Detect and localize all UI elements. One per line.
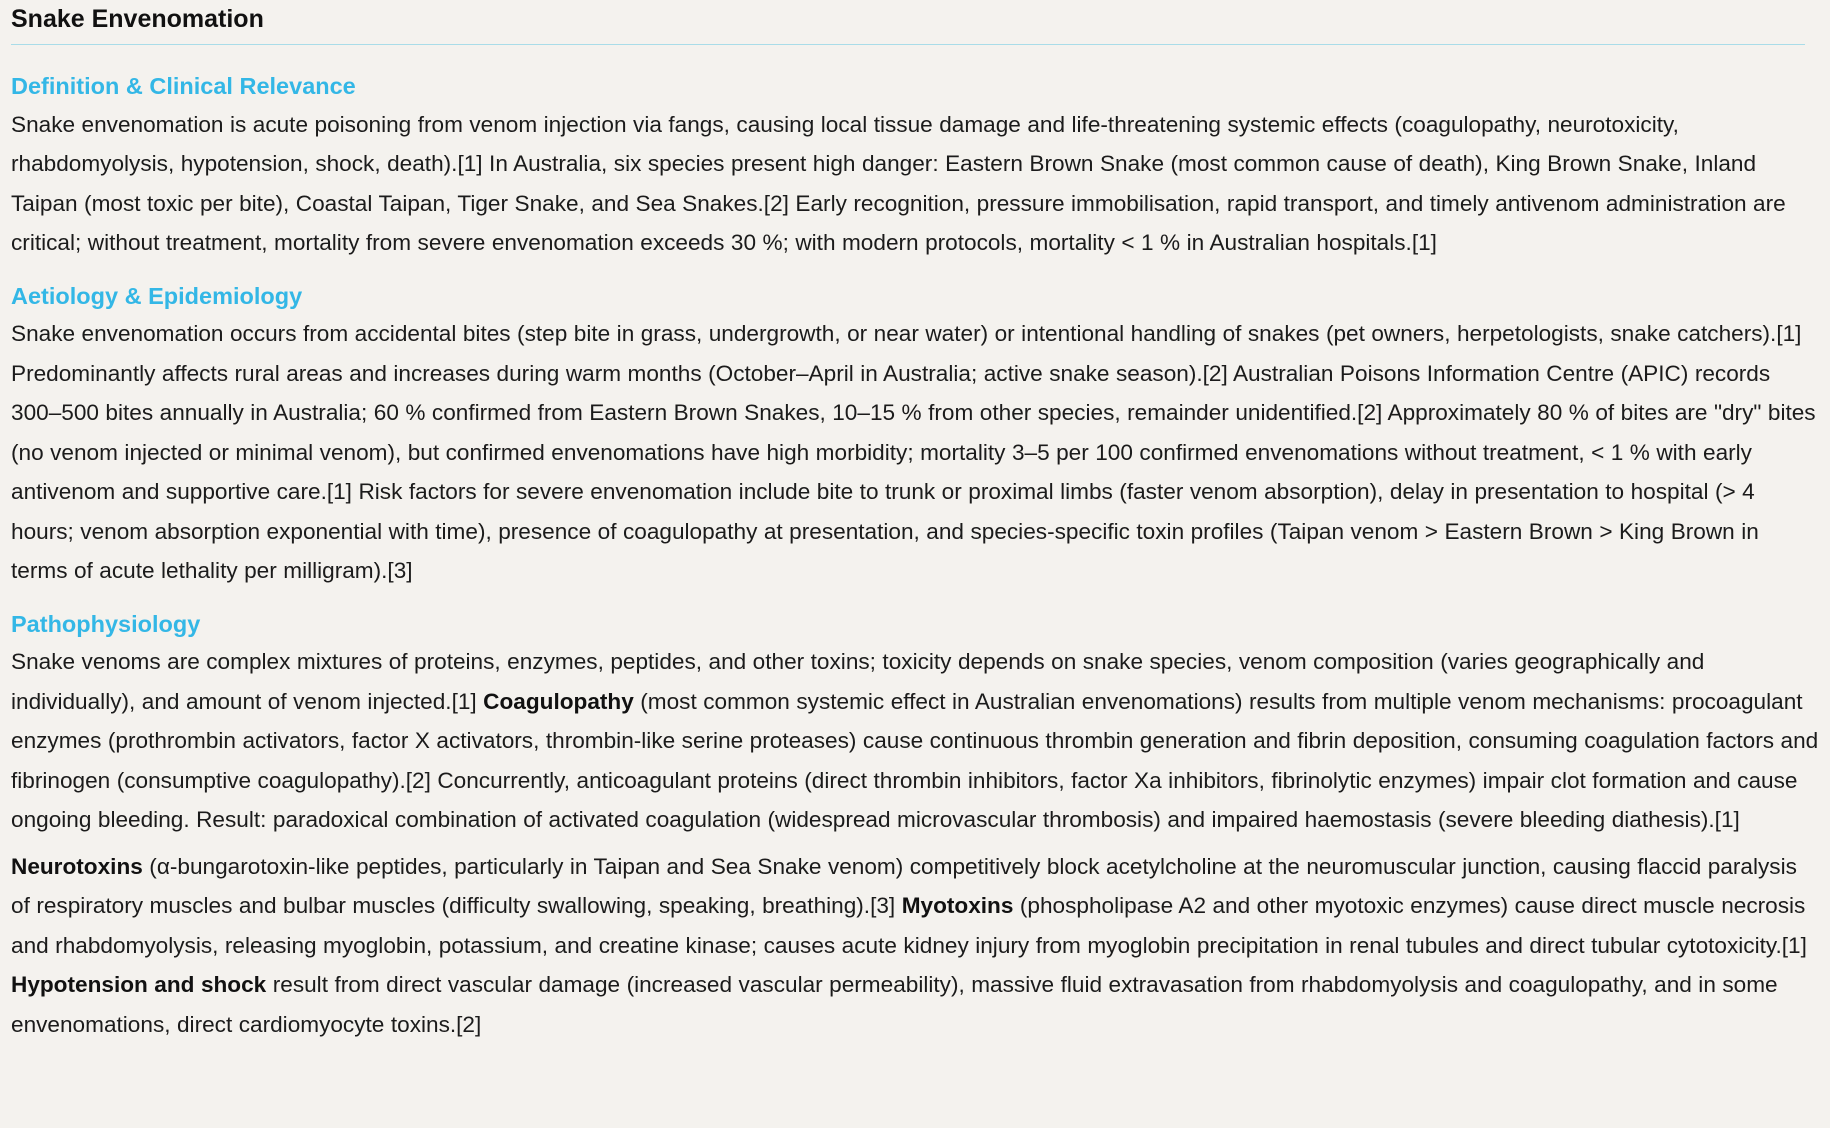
text-run: (α-bungarotoxin-like peptides, particularly in Taipan and Sea Snake venom) competitively block acetylcholine at the neuromuscular junction, causing flaccid paralysis of respiratory muscles and bulbar muscles (difficulty swallowing, speaking, breathing).[3]	[11, 853, 1797, 918]
text-run: Snake venoms are complex mixtures of proteins, enzymes, peptides, and other toxins; toxicity depends on snake species, venom composition (varies geographically and individually), and amount of venom injected.[1]	[11, 649, 1705, 714]
paragraph-pathophysiology-1	[11, 642, 1819, 840]
section-heading-definition: Definition & Clinical Relevance	[11, 73, 356, 99]
bold-term-coagulopathy: Coagulopathy	[483, 688, 634, 714]
bold-term-hypotension-shock: Hypotension and shock	[11, 972, 267, 997]
text-run: (most common systemic effect in Australian envenomations) results from multiple venom mechanisms: procoagulant enzymes (prothrombin activators, factor X activators, thrombin-like serine proteases) cause continuous thrombin generation and fibrin deposition, consuming coagulation factors and fibrinogen (consumptive coagulopathy).[2] Concurrently, anticoagulant proteins (direct thrombin inhibitors, factor Xa inhibitors, fibrinolytic enzymes) impair clot formation and cause ongoing bleeding. Result: paradoxical combination of activated coagulation (widespread microvascular thrombosis) and impaired haemostasis (severe bleeding diathesis).[1]	[11, 688, 1819, 832]
text-run: Snake envenomation is acute poisoning from venom injection via fangs, causing local tissue damage and life-threatening systemic effects (coagulopathy, neurotoxicity, rhabdomyolysis, hypotension, shock, death).[1] In Australia, six species present high danger: Eastern Brown Snake (most common cause of death), King Brown Snake, Inland Taipan (most toxic per bite), Coastal Taipan, Tiger Snake, and Sea Snakes.[2] Early recognition, pressure immobilisation, rapid transport, and timely antivenom administration are critical; without treatment, mortality from severe envenomation exceeds 30 %; with modern protocols, mortality < 1 % in Australian hospitals.[1]	[11, 111, 1786, 255]
paragraph-aetiology	[11, 314, 1819, 591]
paragraph-pathophysiology-2	[11, 847, 1819, 1045]
section-heading-pathophysiology: Pathophysiology	[11, 610, 201, 637]
bold-term-myotoxins: Myotoxins	[901, 893, 1014, 918]
text-run: result from direct vascular damage (increased vascular permeability), massive fluid extravasation from rhabdomyolysis and coagulopathy, and in some envenomations, direct cardiomyocyte toxins.[2]	[11, 972, 1778, 1037]
paragraph-definition	[11, 105, 1819, 263]
text-run: (phospholipase A2 and other myotoxic enzymes) cause direct muscle necrosis and rhabdomyolysis, releasing myoglobin, potassium, and creatine kinase; causes acute kidney injury from myoglobin precipitation in renal tubules and direct tubular cytotoxicity.[1]	[11, 893, 1807, 958]
text-run: Snake envenomation occurs from accidental bites (step bite in grass, undergrowth, or near water) or intentional handling of snakes (pet owners, herpetologists, snake catchers).[1] Predominantly affects rural areas and increases during warm months (October–April in Australia; active snake season).[2] Australian Poisons Information Centre (APIC) records 300–500 bites annually in Australia; 60 % confirmed from Eastern Brown Snakes, 10–15 % from other species, remainder unidentified.[2] Approximately 80 % of bites are "dry" bites (no venom injected or minimal venom), but confirmed envenomations have high morbidity; mortality 3–5 per 100 confirmed envenomations without treatment, < 1 % with early antivenom and supportive care.[1] Risk factors for severe envenomation include bite to trunk or proximal limbs (faster venom absorption), delay in presentation to hospital (> 4 hours; venom absorption exponential with time), presence of coagulopathy at presentation, and species-specific toxin profiles (Taipan venom > Eastern Brown > King Brown in terms of acute lethality per milligram).[3]	[11, 321, 1816, 583]
page-title: Snake Envenomation	[11, 0, 1805, 45]
bold-term-neurotoxins: Neurotoxins	[11, 853, 143, 879]
section-heading-aetiology: Aetiology & Epidemiology	[11, 282, 303, 309]
